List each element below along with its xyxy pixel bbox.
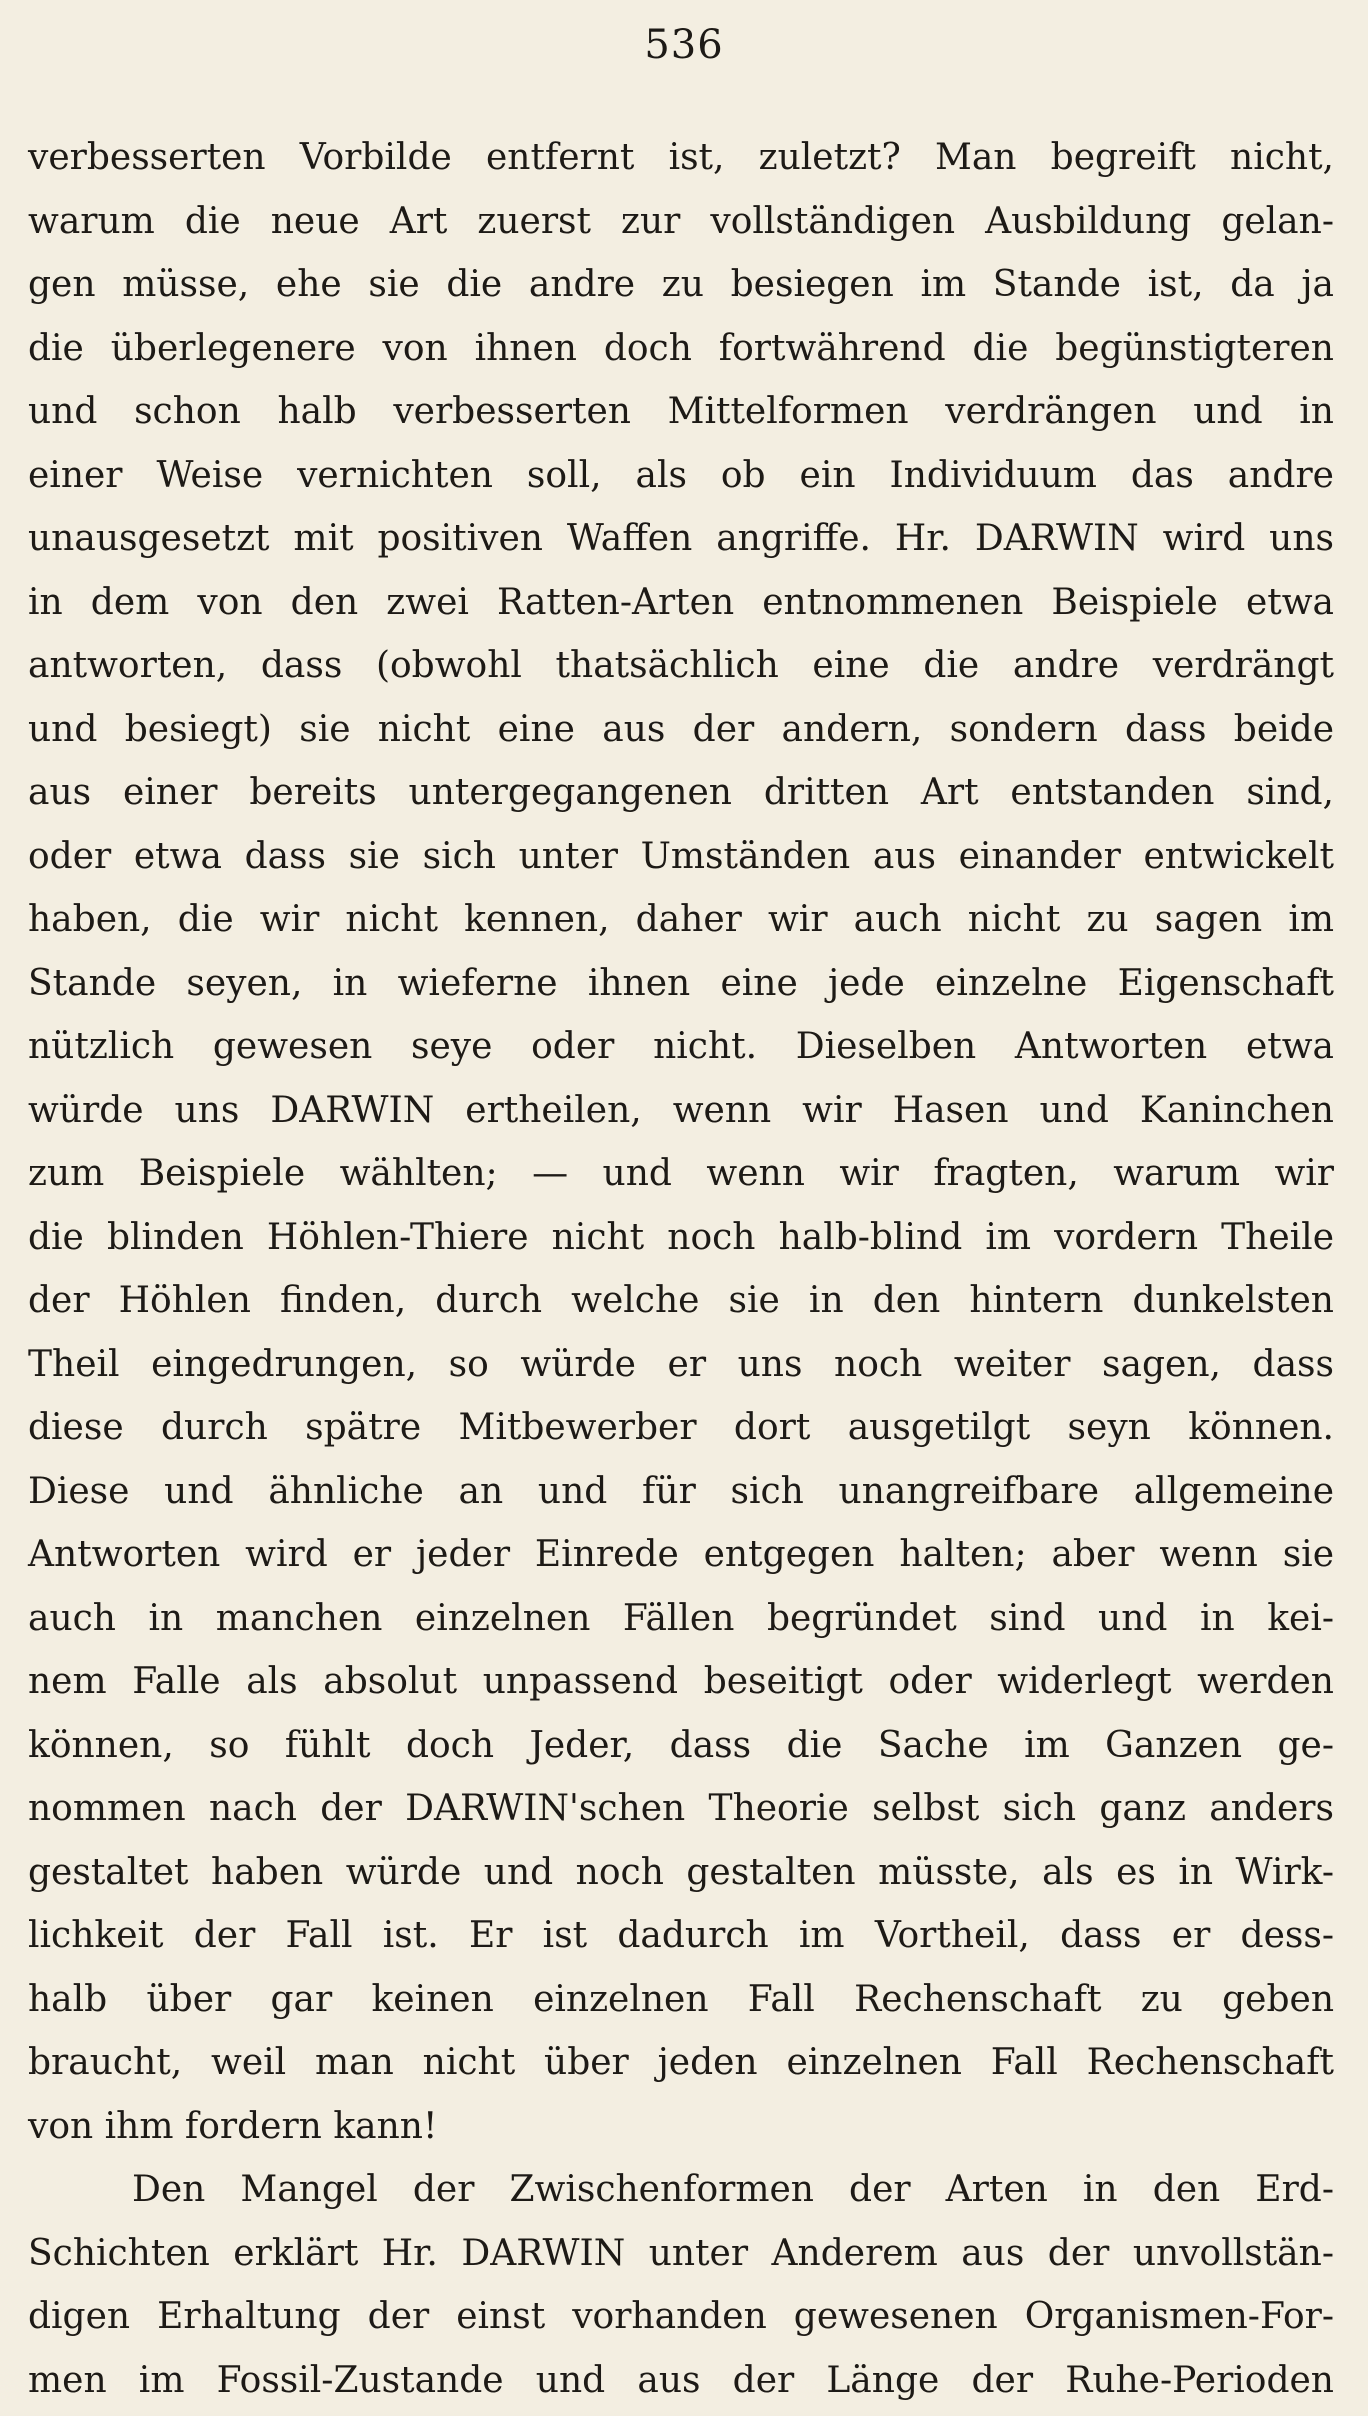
text-line-5: und schon halb verbesserten Mittelformen verdrängen und in — [28, 391, 1334, 432]
text-line-11: aus einer bereits untergegangenen dritten Art entstanden sind, — [28, 772, 1334, 813]
text-line-27: nommen nach der DARWIN'schen Theorie selbst sich ganz anders — [28, 1788, 1334, 1829]
text-line-15: nützlich gewesen seye oder nicht. Dieselben Antworten etwa — [28, 1026, 1334, 1067]
text-line-14: Stande seyen, in wieferne ihnen eine jede einzelne Eigenschaft — [28, 963, 1334, 1004]
text-line-10: und besiegt) sie nicht eine aus der andern, sondern dass beide — [28, 709, 1334, 750]
text-line-30: halb über gar keinen einzelnen Fall Rechenschaft zu geben — [28, 1979, 1334, 2020]
text-line-7: unausgesetzt mit positiven Waffen angriffe. Hr. DARWIN wird uns — [28, 518, 1334, 559]
text-line-8: in dem von den zwei Ratten-Arten entnommenen Beispiele etwa — [28, 582, 1334, 623]
text-line-23: Antworten wird er jeder Einrede entgegen halten; aber wenn sie — [28, 1534, 1334, 1575]
text-line-12: oder etwa dass sie sich unter Umständen aus einander entwickelt — [28, 836, 1334, 877]
text-line-35: digen Erhaltung der einst vorhanden gewesenen Organismen-For- — [28, 2296, 1334, 2337]
text-line-6: einer Weise vernichten soll, als ob ein Individuum das andre — [28, 455, 1334, 496]
text-line-22: Diese und ähnliche an und für sich unangreifbare allgemeine — [28, 1471, 1334, 1512]
text-line-2: warum die neue Art zuerst zur vollständigen Ausbildung gelan- — [28, 201, 1334, 242]
text-line-4: die überlegenere von ihnen doch fortwährend die begünstigteren — [28, 328, 1334, 369]
text-line-24: auch in manchen einzelnen Fällen begründet sind und in kei- — [28, 1598, 1334, 1639]
text-line-26: können, so fühlt doch Jeder, dass die Sache im Ganzen ge- — [28, 1725, 1334, 1766]
text-line-28: gestaltet haben würde und noch gestalten müsste, als es in Wirk- — [28, 1852, 1334, 1893]
text-line-9: antworten, dass (obwohl thatsächlich eine die andre verdrängt — [28, 645, 1334, 686]
text-line-19: der Höhlen finden, durch welche sie in den hintern dunkelsten — [28, 1280, 1334, 1321]
text-line-33: Den Mangel der Zwischenformen der Arten in den Erd- — [132, 2169, 1334, 2210]
text-line-13: haben, die wir nicht kennen, daher wir auch nicht zu sagen im — [28, 899, 1334, 940]
text-line-34: Schichten erklärt Hr. DARWIN unter Anderem aus der unvollstän- — [28, 2233, 1334, 2274]
text-line-20: Theil eingedrungen, so würde er uns noch weiter sagen, dass — [28, 1344, 1334, 1385]
text-line-1: verbesserten Vorbilde entfernt ist, zuletzt? Man begreift nicht, — [28, 137, 1334, 178]
text-line-25: nem Falle als absolut unpassend beseitigt oder widerlegt werden — [28, 1661, 1334, 1702]
text-line-16: würde uns DARWIN ertheilen, wenn wir Hasen und Kaninchen — [28, 1090, 1334, 1131]
text-line-36: men im Fossil-Zustande und aus der Länge der Ruhe-Perioden — [28, 2360, 1334, 2401]
text-line-3: gen müsse, ehe sie die andre zu besiegen im Stande ist, da ja — [28, 264, 1334, 305]
page-number: 536 — [644, 22, 724, 68]
text-line-32: von ihm fordern kann! — [28, 2106, 438, 2147]
text-line-18: die blinden Höhlen-Thiere nicht noch halb-blind im vordern Theile — [28, 1217, 1334, 1258]
text-line-29: lichkeit der Fall ist. Er ist dadurch im Vortheil, dass er dess- — [28, 1915, 1334, 1956]
text-line-31: braucht, weil man nicht über jeden einzelnen Fall Rechenschaft — [28, 2042, 1334, 2083]
text-line-17: zum Beispiele wählten; — und wenn wir fragten, warum wir — [28, 1153, 1334, 1194]
text-line-21: diese durch spätre Mitbewerber dort ausgetilgt seyn können. — [28, 1407, 1334, 1448]
